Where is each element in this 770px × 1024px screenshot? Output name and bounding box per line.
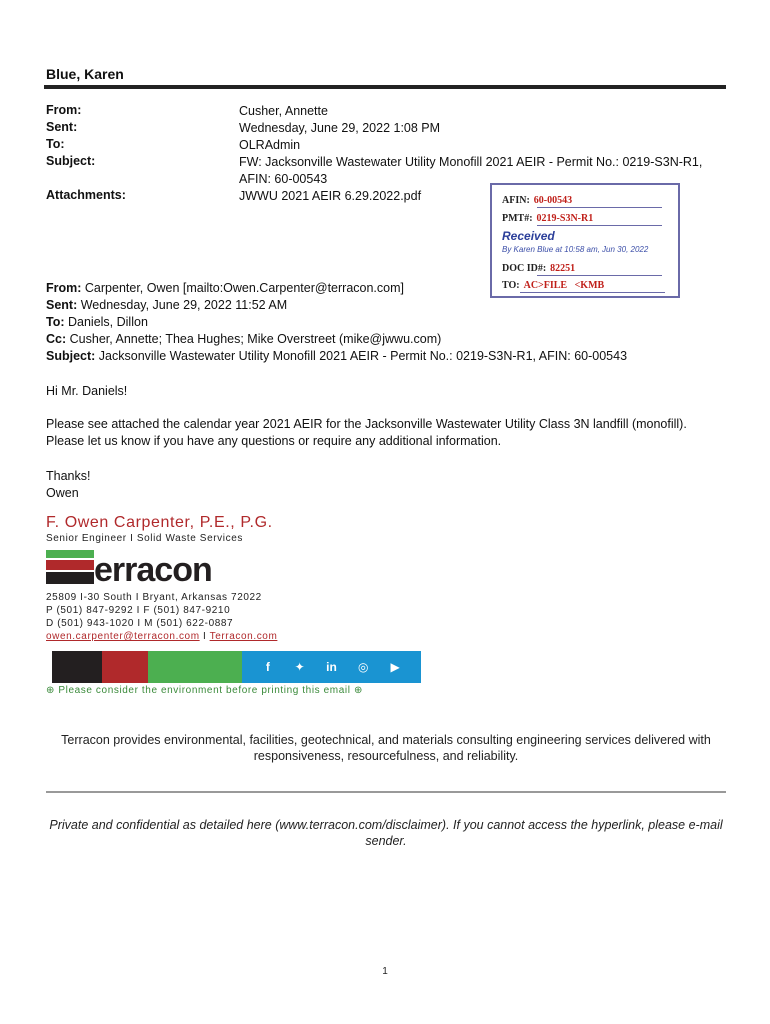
signature-links: owen.carpenter@terracon.com I Terracon.com <box>46 631 278 642</box>
to-label: To: <box>46 137 65 151</box>
fwd-sent: Sent: Wednesday, June 29, 2022 11:52 AM <box>46 298 288 312</box>
stamp-doc-id: DOC ID#: 82251 <box>502 263 576 274</box>
fwd-from: From: Carpenter, Owen [mailto:Owen.Carpenter@terracon.com] <box>46 281 404 295</box>
header-rule <box>44 85 726 89</box>
globe-icon: ⊕ <box>353 685 363 696</box>
fwd-cc: Cc: Cusher, Annette; Thea Hughes; Mike Overstreet (mike@jwwu.com) <box>46 332 442 346</box>
sent-label: Sent: <box>46 120 78 134</box>
stamp-received: Received <box>502 229 555 243</box>
disclaimer: Private and confidential as detailed here (www.terracon.com/disclaimer). If you cannot access the hyperlink, please e-mail sender. <box>49 818 723 848</box>
message-line-1: Please see attached the calendar year 2021 AEIR for the Jacksonville Wastewater Utility Class 3N landfill (monofill). <box>46 417 687 431</box>
message-line-2: Please let us know if you have any questions or require any additional information. <box>46 434 502 448</box>
signature-phone: P (501) 847-9292 I F (501) 847-9210 <box>46 605 231 616</box>
stamp-pmt: PMT#: 0219-S3N-R1 <box>502 213 594 224</box>
eco-note: ⊕ Please consider the environment before printing this email ⊕ <box>46 685 363 696</box>
divider <box>46 791 726 793</box>
signature-address: 25809 I-30 South I Bryant, Arkansas 72022 <box>46 592 262 603</box>
signature-direct: D (501) 943-1020 I M (501) 622-0887 <box>46 618 234 629</box>
from-label: From: <box>46 103 82 117</box>
greeting: Hi Mr. Daniels! <box>46 384 128 398</box>
youtube-icon[interactable]: ▶ <box>390 660 400 674</box>
subject-value: FW: Jacksonville Wastewater Utility Monofill 2021 AEIR - Permit No.: 0219-S3N-R1, <box>239 155 703 169</box>
signoff: Owen <box>46 486 79 500</box>
page-number: 1 <box>382 966 388 977</box>
instagram-icon[interactable]: ◎ <box>358 660 369 674</box>
thanks: Thanks! <box>46 469 91 483</box>
fwd-to: To: Daniels, Dillon <box>46 315 148 329</box>
terracon-logo <box>46 548 236 588</box>
stamp-afin: AFIN: 60-00543 <box>502 195 573 206</box>
stamp-to: TO: AC>FILE <KMB <box>502 280 605 291</box>
signature-title: Senior Engineer I Solid Waste Services <box>46 533 243 544</box>
website-link[interactable]: Terracon.com <box>209 631 278 642</box>
attachments-label: Attachments: <box>46 188 126 202</box>
company-description: Terracon provides environmental, facilities, geotechnical, and materials consulting engineering services delivered with responsiveness, resourcefulness, and reliability. <box>61 733 711 763</box>
sent-value: Wednesday, June 29, 2022 1:08 PM <box>239 121 441 135</box>
received-stamp <box>490 183 680 298</box>
email-link[interactable]: owen.carpenter@terracon.com <box>46 631 200 642</box>
stamp-received-by: By Karen Blue at 10:58 am, Jun 30, 2022 <box>502 245 649 254</box>
facebook-icon[interactable]: f <box>265 660 270 674</box>
from-value: Cusher, Annette <box>239 104 328 118</box>
signature-name: F. Owen Carpenter, P.E., P.G. <box>46 514 273 531</box>
mailbox-owner: Blue, Karen <box>46 66 124 82</box>
twitter-icon[interactable]: ✦ <box>294 660 305 674</box>
attachment-file[interactable]: JWWU 2021 AEIR 6.29.2022.pdf <box>239 189 422 203</box>
globe-icon: ⊕ <box>46 685 55 696</box>
svg-text:erracon: erracon <box>94 551 212 588</box>
signature-banner <box>52 651 421 683</box>
fwd-subject: Subject: Jacksonville Wastewater Utility Monofill 2021 AEIR - Permit No.: 0219-S3N-R1, AFIN: 60-00543 <box>46 349 628 363</box>
subject-label: Subject: <box>46 154 96 168</box>
subject-value-cont: AFIN: 60-00543 <box>239 172 328 186</box>
to-value: OLRAdmin <box>239 138 301 152</box>
linkedin-icon[interactable]: in <box>326 660 337 674</box>
